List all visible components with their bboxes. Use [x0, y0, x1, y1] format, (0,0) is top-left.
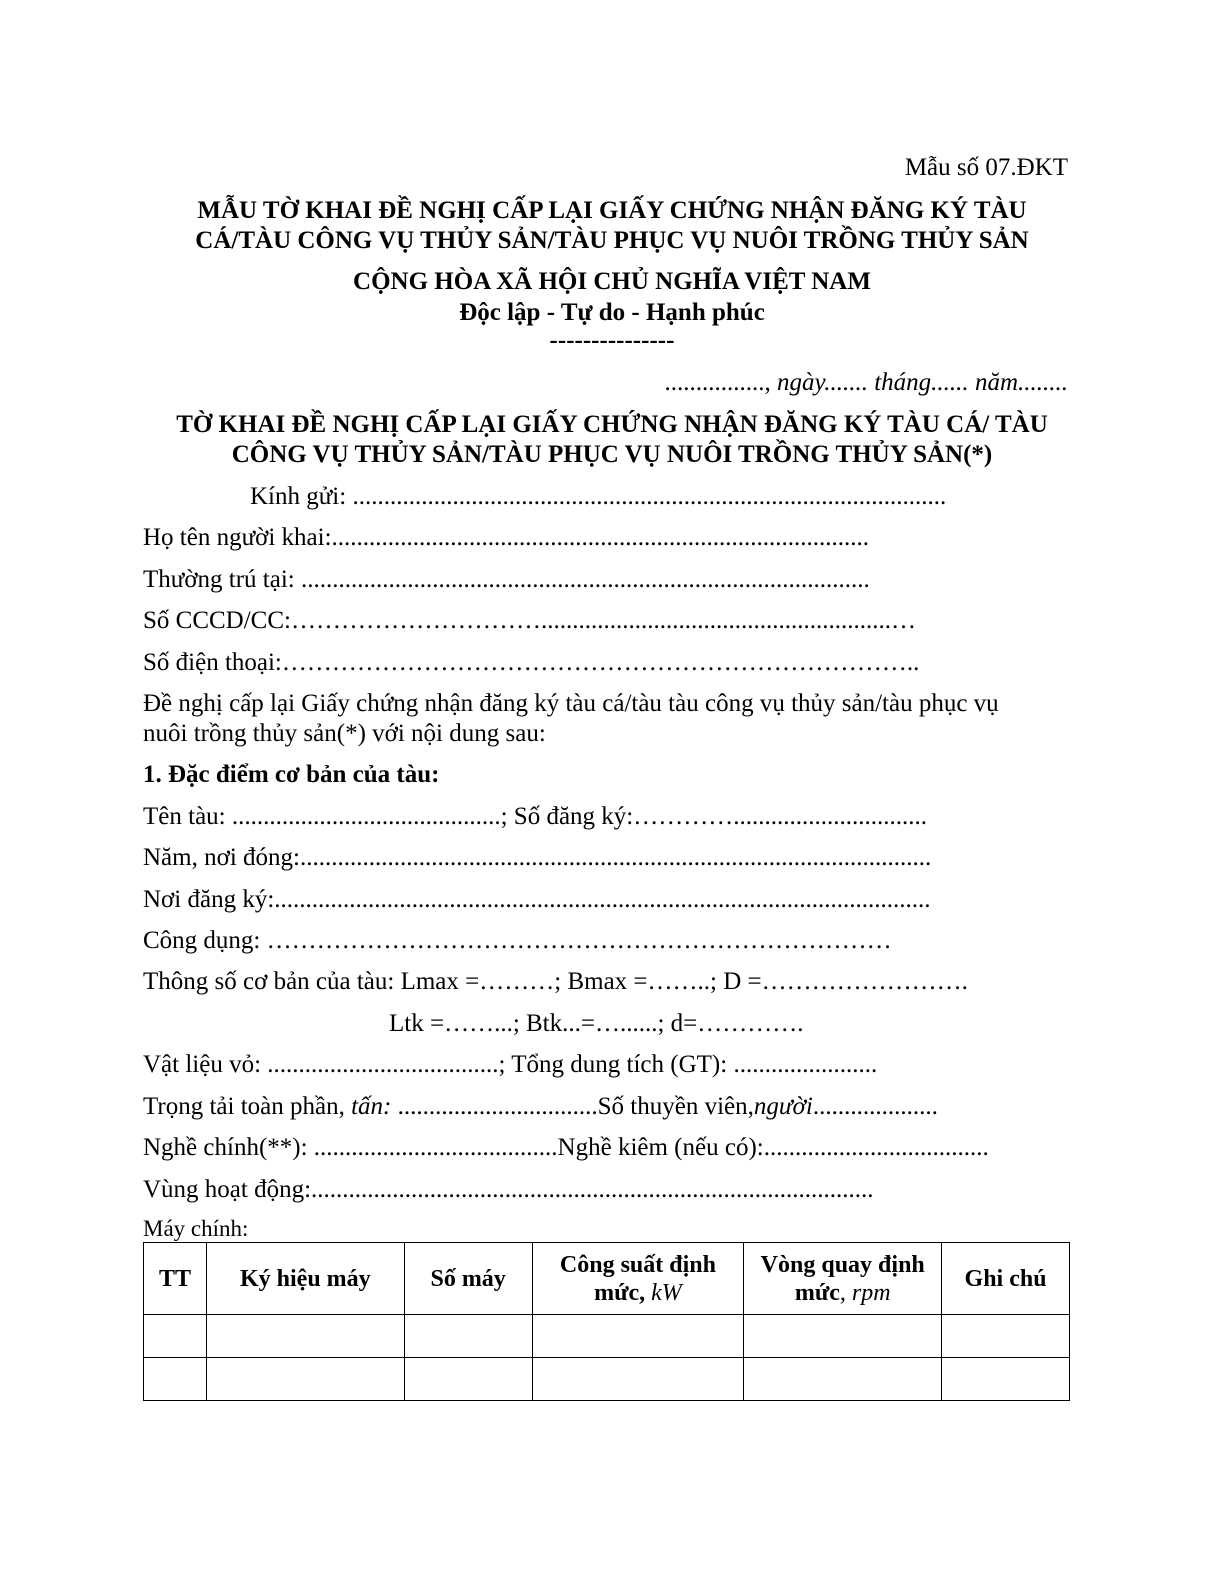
deadweight-label: Trọng tải toàn phần, [143, 1093, 352, 1120]
form-title [100, 196, 1124, 256]
hull-material-field[interactable]: Vật liệu vỏ: .....................................; Tổng dung tích (GT): ....................... [143, 1051, 878, 1078]
ship-params-field-1[interactable]: Thông số cơ bản của tàu: Lmax =………; Bmax =……..; D =……………………. [143, 968, 968, 995]
ship-name-field[interactable]: Tên tàu: ...........................................; Số đăng ký:…………............................... [143, 803, 927, 830]
deadweight-unit: tấn: [351, 1093, 392, 1120]
table-cell[interactable] [532, 1315, 744, 1358]
col-note: Ghi chú [942, 1243, 1070, 1315]
section-1-heading: 1. Đặc điểm cơ bản của tàu: [143, 761, 440, 788]
engine-table-header [144, 1243, 1070, 1315]
table-cell[interactable] [206, 1358, 404, 1401]
id-number-field[interactable]: Số CCCD/CC:…………………………........................................................… [143, 607, 916, 634]
operation-area-field[interactable]: Vùng hoạt động:.......................................................................................... [143, 1176, 874, 1203]
fishing-trade-field[interactable]: Nghề chính(**): .......................................Nghề kiêm (nếu có):.................................... [143, 1134, 989, 1161]
table-cell[interactable] [404, 1315, 532, 1358]
rated-rpm-label: Vòng quay định mức [760, 1251, 925, 1306]
form-title-line-1: MẪU TỜ KHAI ĐỀ NGHỊ CẤP LẠI GIẤY CHỨNG NHẬN ĐĂNG KÝ TÀU [197, 197, 1027, 224]
rated-rpm-unit: , rpm [839, 1279, 891, 1306]
date-line [665, 369, 1068, 397]
phone-field[interactable]: Số điện thoại:………………………………………………………………….. [143, 649, 920, 676]
table-cell[interactable] [144, 1358, 207, 1401]
col-engine-model: Ký hiệu máy [206, 1243, 404, 1315]
recipient-field[interactable]: Kính gửi: ............................................................................................... [250, 483, 947, 510]
table-cell[interactable] [942, 1358, 1070, 1401]
date-year: năm........ [974, 369, 1068, 396]
residence-field[interactable]: Thường trú tại: ........................................................................................... [143, 566, 870, 593]
crew-label: ................................Số thuyền viên, [391, 1093, 754, 1120]
table-cell[interactable] [404, 1358, 532, 1401]
declarant-name-field[interactable]: Họ tên người khai:...................................................................................... [143, 524, 870, 551]
table-cell[interactable] [532, 1358, 744, 1401]
col-engine-number: Số máy [404, 1243, 532, 1315]
crew-value: .................... [812, 1093, 938, 1120]
engine-table [143, 1242, 1070, 1401]
country-name: CỘNG HÒA XÃ HỘI CHỦ NGHĨA VIỆT NAM [353, 268, 871, 295]
motto-separator: --------------- [549, 327, 675, 354]
table-cell[interactable] [206, 1315, 404, 1358]
col-rated-power [532, 1243, 744, 1315]
ship-params-field-2[interactable]: Ltk =……...; Btk...=…......; d=…………. [389, 1010, 804, 1037]
request-paragraph: Đề nghị cấp lại Giấy chứng nhận đăng ký tàu cá/tàu tàu công vụ thủy sản/tàu phục vụ nuôi trồng thủy sản(*) với nội dung sau: [143, 690, 999, 747]
date-day: ngày....... [777, 369, 875, 396]
table-cell[interactable] [744, 1358, 942, 1401]
table-row [144, 1358, 1070, 1401]
national-motto: Độc lập - Tự do - Hạnh phúc [459, 299, 765, 326]
registration-place-field[interactable]: Nơi đăng ký:......................................................................................................... [143, 886, 931, 913]
declaration-title-line-2: CÔNG VỤ THỦY SẢN/TÀU PHỤC VỤ NUÔI TRỒNG THỦY SẢN(*) [231, 441, 993, 468]
form-title-line-2: CÁ/TÀU CÔNG VỤ THỦY SẢN/TÀU PHỤC VỤ NUÔI TRỒNG THỦY SẢN [195, 227, 1029, 254]
table-cell[interactable] [744, 1315, 942, 1358]
main-engine-label: Máy chính: [143, 1216, 249, 1241]
table-row [144, 1315, 1070, 1358]
table-cell[interactable] [144, 1315, 207, 1358]
rated-power-label: Công suất định mức, [559, 1251, 716, 1306]
rated-power-unit: kW [651, 1279, 682, 1306]
deadweight-crew-field[interactable] [143, 1092, 938, 1122]
form-code: Mẫu số 07.ĐKT [904, 154, 1068, 181]
date-month: tháng...... [874, 369, 975, 396]
col-tt: TT [144, 1243, 207, 1315]
build-year-place-field[interactable]: Năm, nơi đóng:..................................................................................................... [143, 844, 932, 871]
declaration-title [100, 410, 1124, 470]
date-place: ................, [664, 369, 778, 396]
table-cell[interactable] [942, 1315, 1070, 1358]
declaration-title-line-1: TỜ KHAI ĐỀ NGHỊ CẤP LẠI GIẤY CHỨNG NHẬN ĐĂNG KÝ TÀU CÁ/ TÀU [176, 411, 1048, 438]
usage-field[interactable]: Công dụng: ………………………………………………………………… [143, 927, 892, 954]
crew-unit: người [753, 1093, 813, 1120]
col-rated-rpm [744, 1243, 942, 1315]
